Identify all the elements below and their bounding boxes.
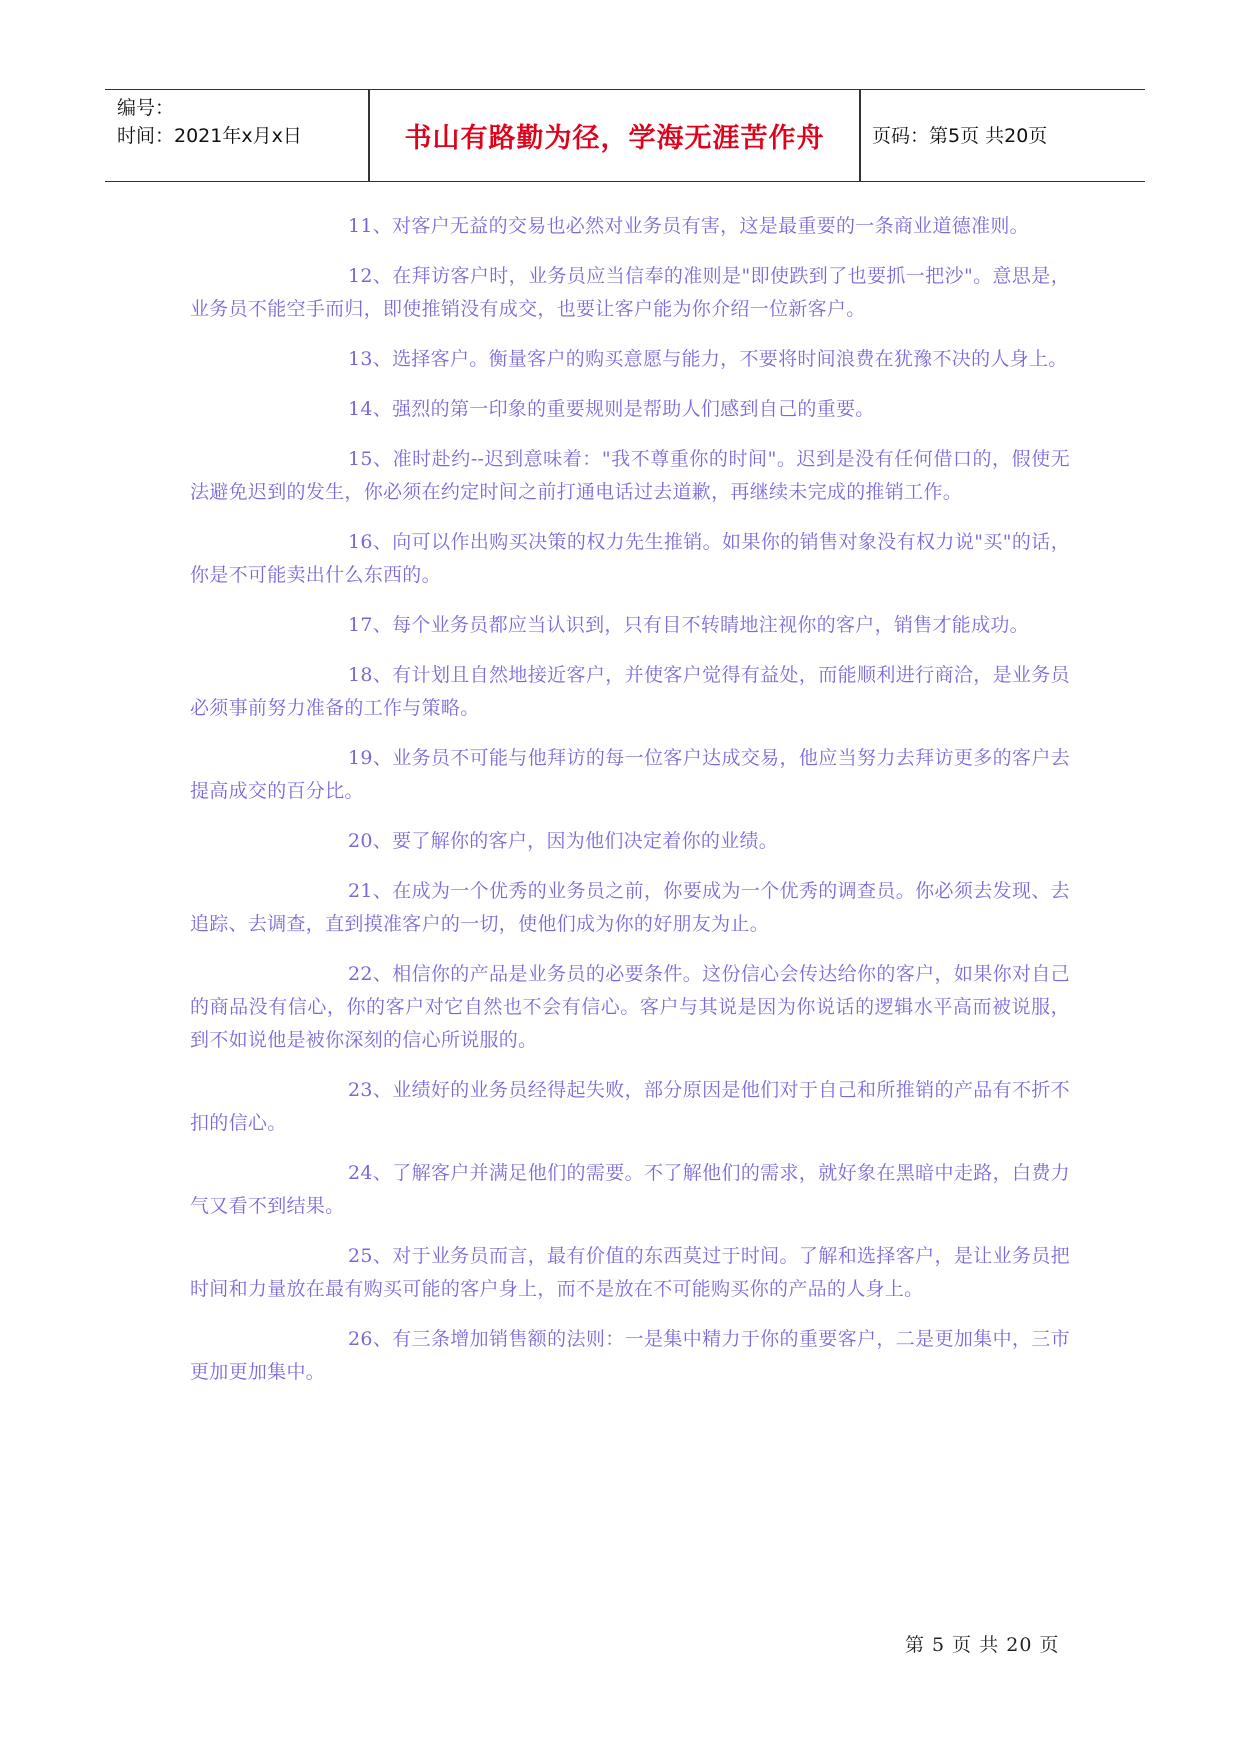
paragraph-14: 14、强烈的第一印象的重要规则是帮助人们感到自己的重要。 — [348, 398, 875, 420]
paragraph-20: 20、要了解你的客户，因为他们决定着你的业绩。 — [348, 830, 779, 852]
paragraph-15: 15、准时赴约--迟到意味着："我不尊重你的时间"。迟到是没有任何借口的，假使无法避免迟到的发生，你必须在约定时间之前打通电话过去道歉，再继续未完成的推销工作。 — [190, 448, 1070, 503]
paragraph-17: 17、每个业务员都应当认识到，只有目不转睛地注视你的客户，销售才能成功。 — [348, 614, 1029, 636]
document-time-label: 时间：2021年x月x日 — [117, 125, 302, 147]
header-meta — [117, 94, 367, 150]
header-motto: 书山有路勤为径，学海无涯苦作舟 — [404, 123, 825, 154]
header-divider-right — [859, 90, 861, 181]
document-number-label: 编号： — [117, 97, 175, 119]
document-body — [190, 210, 1070, 1406]
paragraph-21: 21、在成为一个优秀的业务员之前，你要成为一个优秀的调查员。你必须去发现、去追踪、去调查，直到摸准客户的一切，使他们成为你的好朋友为止。 — [190, 880, 1070, 935]
paragraph-25: 25、对于业务员而言，最有价值的东西莫过于时间。了解和选择客户，是让业务员把时间和力量放在最有购买可能的客户身上，而不是放在不可能购买你的产品的人身上。 — [190, 1245, 1070, 1300]
paragraph-18: 18、有计划且自然地接近客户，并使客户觉得有益处，而能顺利进行商洽，是业务员必须事前努力准备的工作与策略。 — [190, 664, 1070, 719]
paragraph-11: 11、对客户无益的交易也必然对业务员有害，这是最重要的一条商业道德准则。 — [348, 215, 1029, 237]
paragraph-19: 19、业务员不可能与他拜访的每一位客户达成交易，他应当努力去拜访更多的客户去提高成交的百分比。 — [190, 747, 1070, 802]
paragraph-23: 23、业绩好的业务员经得起失败，部分原因是他们对于自己和所推销的产品有不折不扣的信心。 — [190, 1079, 1070, 1134]
header-page-number: 页码：第5页 共20页 — [872, 125, 1048, 147]
page-header — [105, 89, 1145, 182]
paragraph-24: 24、了解客户并满足他们的需要。不了解他们的需求，就好象在黑暗中走路，白费力气又看不到结果。 — [190, 1162, 1070, 1217]
paragraph-22: 22、相信你的产品是业务员的必要条件。这份信心会传达给你的客户，如果你对自己的商品没有信心，你的客户对它自然也不会有信心。客户与其说是因为你说话的逻辑水平高而被说服，到不如说他是被你深刻的信心所说服的。 — [190, 963, 1070, 1051]
page-footer: 第 5 页 共 20 页 — [905, 1634, 1060, 1656]
paragraph-12: 12、在拜访客户时，业务员应当信奉的准则是"即使跌到了也要抓一把沙"。意思是，业务员不能空手而归，即使推销没有成交，也要让客户能为你介绍一位新客户。 — [190, 265, 1070, 320]
paragraph-16: 16、向可以作出购买决策的权力先生推销。如果你的销售对象没有权力说"买"的话，你是不可能卖出什么东西的。 — [190, 531, 1070, 586]
paragraph-13: 13、选择客户。衡量客户的购买意愿与能力，不要将时间浪费在犹豫不决的人身上。 — [348, 348, 1068, 370]
paragraph-26: 26、有三条增加销售额的法则：一是集中精力于你的重要客户，二是更加集中，三市更加更加集中。 — [190, 1328, 1070, 1383]
